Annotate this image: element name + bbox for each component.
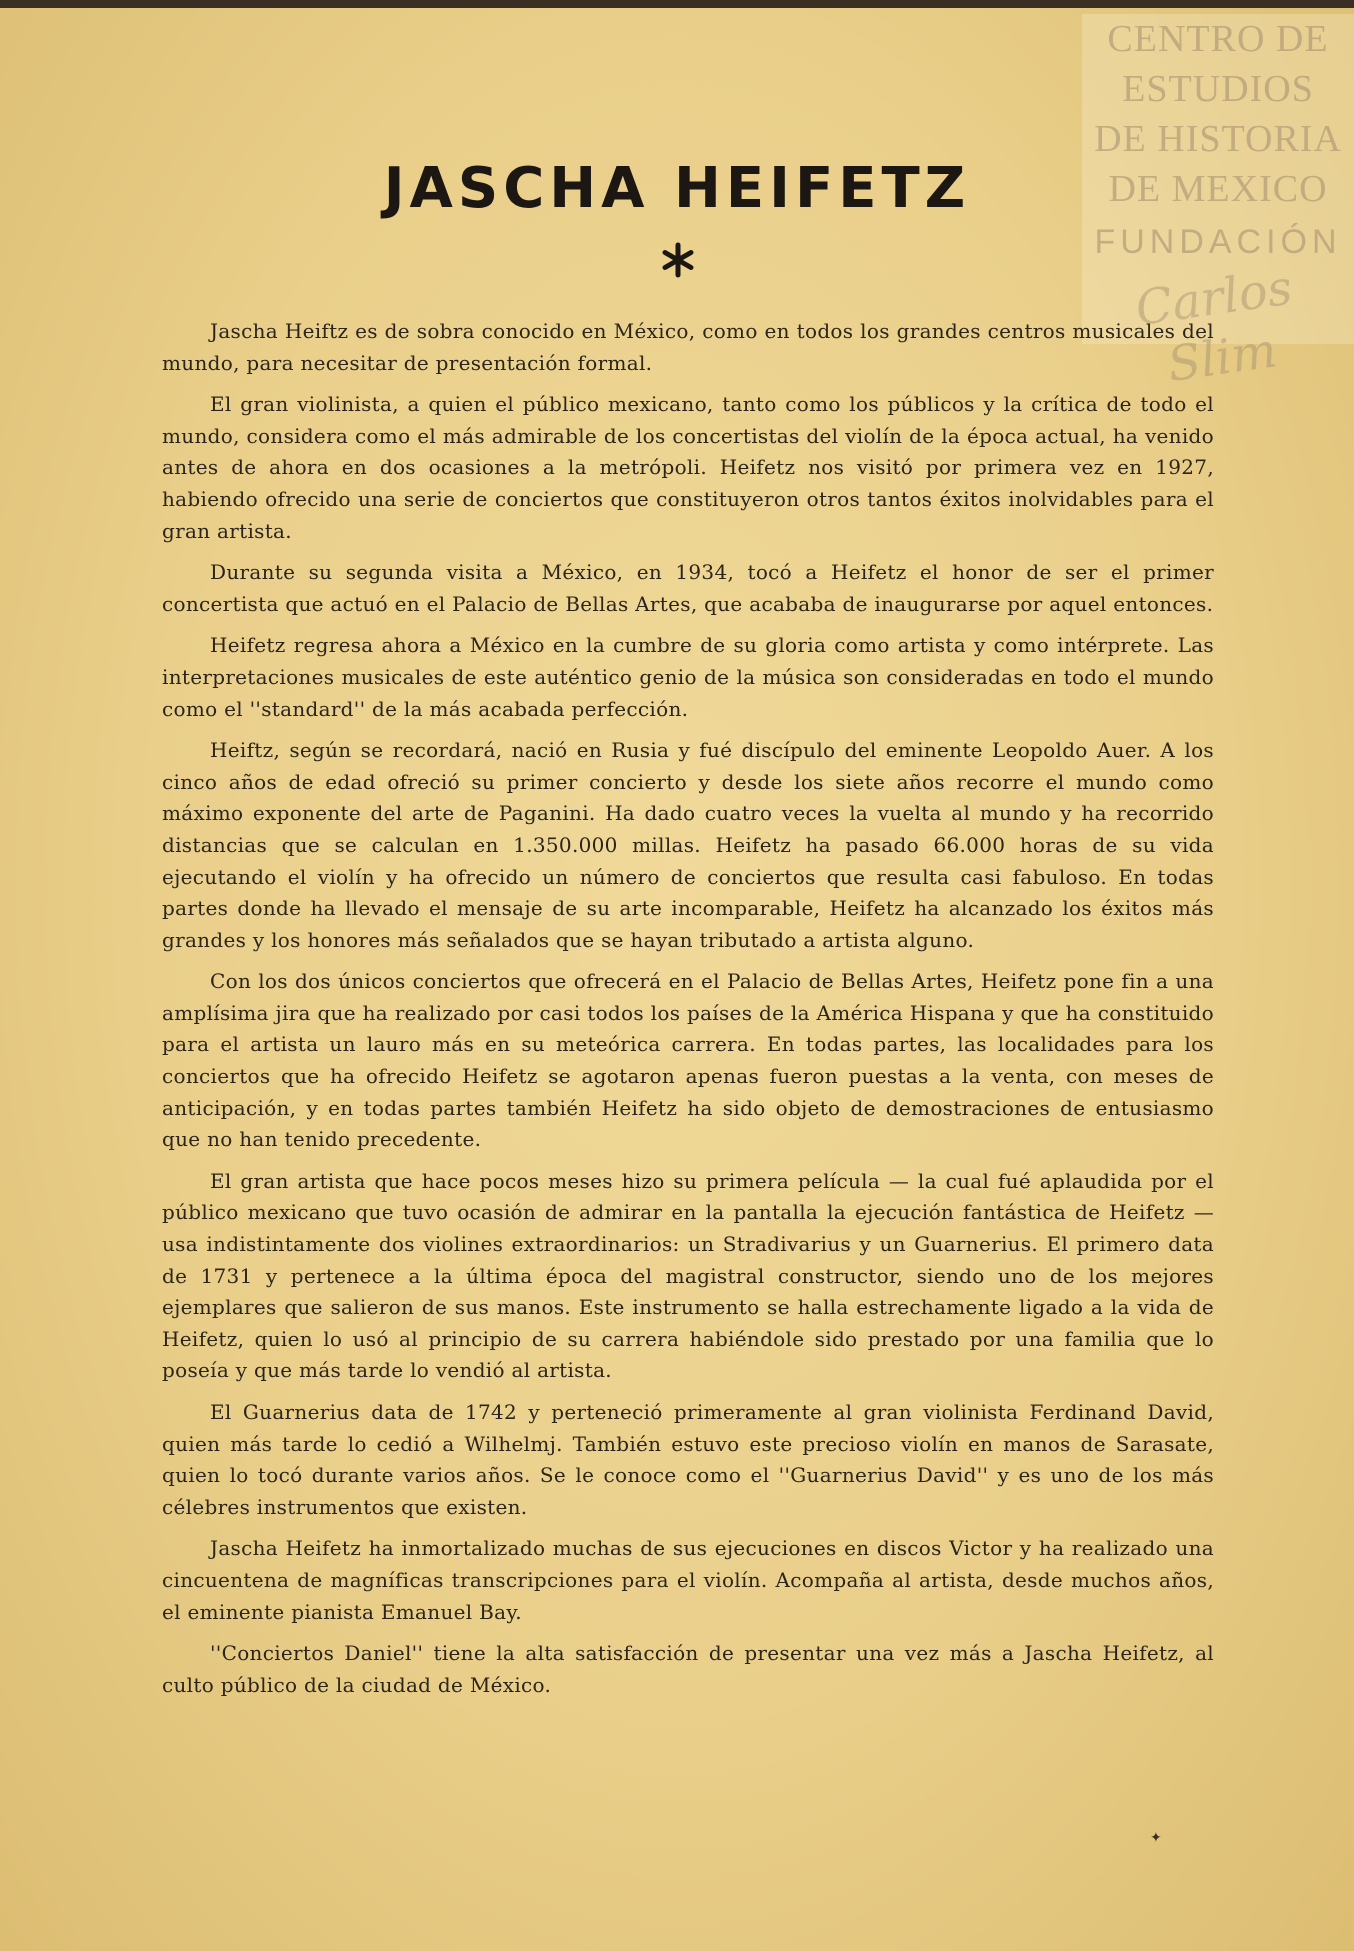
paragraph-intro: Jascha Heiftz es de sobra conocido en México, como en todos los grandes centros musicales del mundo, para necesitar de presentación formal. (162, 319, 1214, 375)
page-title: JASCHA HEIFETZ (383, 156, 971, 221)
paragraph-return: Heifetz regresa ahora a México en la cumbre de su gloria como artista y como intérprete. Las interpretaciones musicales de este auténtico genio de la música son consideradas en todo el mundo como el ''standard'' de la más acabada perfección. (162, 633, 1214, 721)
watermark-signature: Carlos Slim (1132, 259, 1296, 394)
watermark-line: DE MEXICO (1108, 168, 1328, 210)
watermark-line: CENTRO DE (1107, 18, 1329, 60)
watermark-line: DE HISTORIA (1094, 118, 1342, 160)
paragraph-closing: ''Conciertos Daniel'' tiene la alta satisfacción de presentar una vez más a Jascha Heifetz, al culto público de la ciudad de México. (162, 1641, 1214, 1697)
watermark-foundation: FUNDACIÓN (1094, 223, 1342, 261)
paragraph-violins: El gran artista que hace pocos meses hizo su primera película — la cual fué aplaudida por el público mexicano que tuvo ocasión de admirar en la pantalla la ejecución fantástica de Heifetz — usa indistintamente dos violines extraordinarios: un Stradivarius y un Guarnerius. El primero data de 1731 y pertenece a la última época del magistral constructor, siendo uno de los mejores ejemplares que salieron de sus manos. Este instrumento se halla estrechamente ligado a la vida de Heifetz, quien lo usó al principio de su carrera habiéndole sido prestado por una familia que lo poseía y que más tarde lo vendió al artista. (162, 1168, 1214, 1383)
small-asterisk-icon: ✦ (1150, 1830, 1162, 1846)
paragraph-biography: Heiftz, según se recordará, nació en Rusia y fué discípulo del eminente Leopoldo Auer. A los cinco años de edad ofreció su primer concierto y desde los siete años recorre el mundo como máximo exponente del arte de Paganini. Ha dado cuatro veces la vuelta al mundo y ha recorrido distancias que se calculan en 1.350.000 millas. Heifetz ha pasado 66.000 horas de su vida ejecutando el violín y ha ofrecido un número de conciertos que resulta casi fabuloso. En todas partes donde ha llevado el mensaje de su arte incomparable, Heifetz ha alcanzado los éxitos más grandes y los honores más señalados que se hayan tributado a artista alguno. (162, 738, 1214, 952)
paragraph-previous-visits: El gran violinista, a quien el público mexicano, tanto como los públicos y la crítica de todo el mundo, considera como el más admirable de los concertistas del violín de la época actual, ha venido antes de ahora en dos ocasiones a la metrópoli. Heifetz nos visitó por primera vez en 1927, habiendo ofrecido una serie de conciertos que constituyeron otros tantos éxitos inolvidables para el gran artista. (162, 392, 1214, 543)
paragraph-guarnerius: El Guarnerius data de 1742 y perteneció primeramente al gran violinista Ferdinand David, quien más tarde lo cedió a Wilhelmj. También estuvo este precioso violín en manos de Sarasate, quien lo tocó durante varios años. Se le conoce como el ''Guarnerius David'' y es uno de los más célebres instrumentos que existen. (162, 1400, 1214, 1519)
paragraph-recordings: Jascha Heifetz ha inmortalizado muchas de sus ejecuciones en discos Victor y ha realizado una cincuentena de magníficas transcripciones para el violín. Acompaña al artista, desde muchos años, el eminente pianista Emanuel Bay. (162, 1536, 1214, 1624)
paragraph-tour: Con los dos únicos conciertos que ofrecerá en el Palacio de Bellas Artes, Heifetz pone fin a una amplísima jira que ha realizado por casi todos los países de la América Hispana y que ha constituido para el artista un lauro más en su meteórica carrera. En todas partes, las localidades para los conciertos que ha ofrecido Heifetz se agotaron apenas fueron puestas a la venta, con meses de anticipación, y en todas partes también Heifetz ha sido objeto de demostraciones de entusiasmo que no han tenido precedente. (162, 969, 1214, 1152)
article-body (162, 316, 1214, 1711)
watermark-line: ESTUDIOS (1122, 68, 1314, 110)
paragraph-second-visit: Durante su segunda visita a México, en 1934, tocó a Heifetz el honor de ser el primer concertista que actuó en el Palacio de Bellas Artes, que acababa de inaugurarse por aquel entonces. (162, 560, 1214, 616)
asterisk-icon (660, 242, 696, 278)
